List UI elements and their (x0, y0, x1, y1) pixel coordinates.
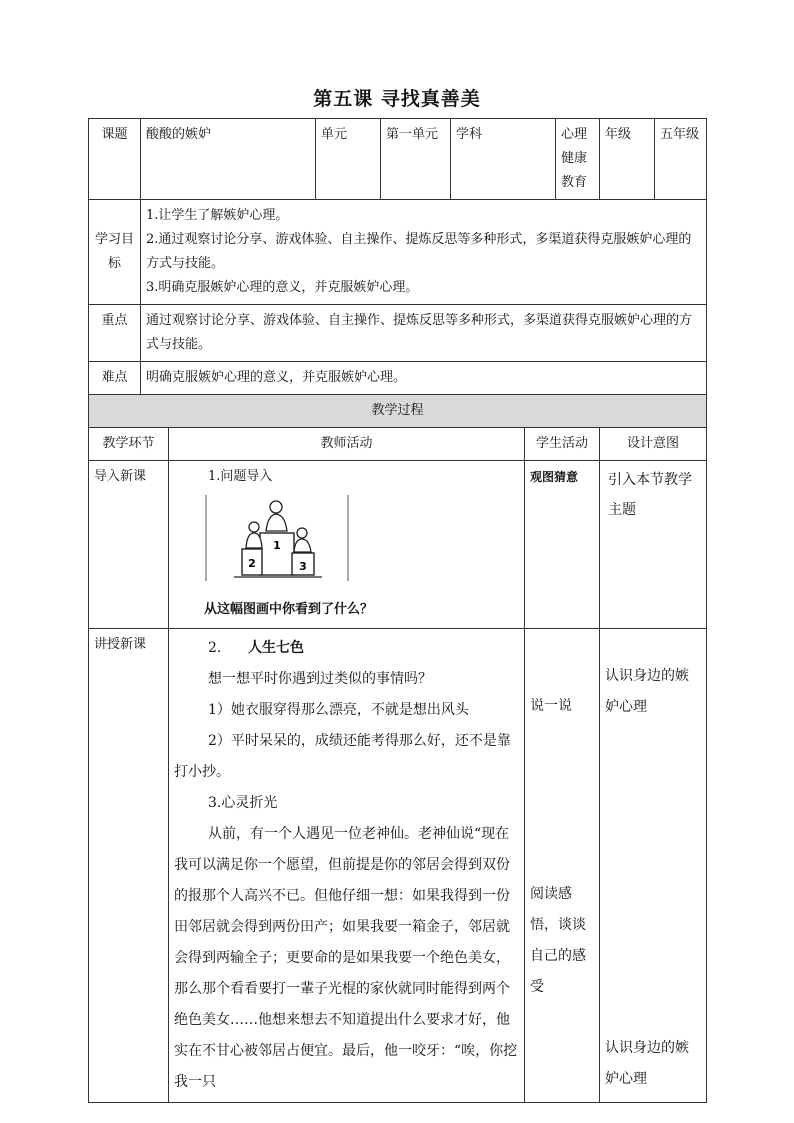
subject-label: 学科 (451, 119, 556, 200)
key-point-row (89, 305, 707, 362)
story-text: 从前，有一个人遇见一位老神仙。老神仙说“现在我可以满足你一个愿望，但前提是你的邻居会得到双份的报那个人高兴不已。但他仔细一想：如果我得到一份田邻居就会得到两份田产；如果我要一箱金子，邻居就会得到两输全子；更要命的是如果我要一个绝色美女，那么那个看看要打一輩子光棍的家伙就同时能得到两个绝色美女……他想来想去不知道提出什么要求才好，他实在不甘心被邻居占便宜。最后，他一咬牙：“唉，你挖我一只 (174, 826, 518, 1090)
intro-heading: 1.问题导入 (208, 469, 273, 484)
podium-image (174, 493, 519, 594)
goals-row (89, 200, 707, 305)
goals-content (141, 200, 707, 305)
difficulty-row (89, 362, 707, 395)
example-1: 1）她衣服穿得那么漂亮，不就是想出风头 (208, 702, 469, 718)
new-lesson-row (89, 629, 707, 1103)
student-activity-2: 阅读感悟，谈谈自己的感受 (530, 886, 587, 995)
unit-label: 单元 (316, 119, 381, 200)
col-stage: 教学环节 (89, 428, 169, 461)
lesson-table (88, 118, 707, 1103)
new-stage: 讲授新课 (89, 629, 169, 1103)
podium-number: 2 (248, 557, 256, 570)
example-2: 2）平时呆呆的，成绩还能考得那么好，还不是靠打小抄。 (174, 733, 511, 780)
difficulty-text: 明确克服嫉妒心理的意义，并克服嫉妒心理。 (141, 362, 707, 395)
grade-label: 年级 (600, 119, 655, 200)
col-teacher: 教师活动 (169, 428, 525, 461)
key-point-text: 通过观察讨论分享、游戏体验、自主操作、提炼反思等多种形式，多渠道获得克服嫉妒心理的方式与技能。 (141, 305, 707, 362)
intro-intent: 引入本节教学主题 (600, 461, 707, 629)
unit-value: 第一单元 (381, 119, 451, 200)
difficulty-label: 难点 (89, 362, 141, 395)
goal-item: 2.通过观察讨论分享、游戏体验、自主操作、提炼反思等多种形式，多渠道获得克服嫉妒心理的方式与技能。 (146, 232, 692, 271)
new-intent (600, 629, 707, 1103)
page-title: 第五课 寻找真善美 (313, 88, 481, 110)
intent-2: 认识身边的嫉妒心理 (605, 1040, 690, 1087)
key-point-label: 重点 (89, 305, 141, 362)
section-3-heading: 3.心灵折光 (208, 795, 278, 811)
section-2-number: 2. (208, 640, 222, 656)
new-teacher (169, 629, 525, 1103)
col-student: 学生活动 (525, 428, 600, 461)
goal-item: 3.明确克服嫉妒心理的意义，并克服嫉妒心理。 (146, 280, 419, 295)
podium-number: 3 (299, 560, 307, 573)
intent-1: 认识身边的嫉妒心理 (605, 668, 690, 715)
intro-question: 从这幅图画中你看到了什么？ (204, 602, 374, 617)
new-student (525, 629, 600, 1103)
intro-stage: 导入新课 (89, 461, 169, 629)
podium-illustration-icon (204, 493, 354, 585)
goal-item: 1.让学生了解嫉妒心理。 (146, 208, 289, 223)
section-2-title: 人生七色 (248, 640, 305, 656)
subject-value: 心理健康教育 (556, 119, 600, 200)
student-activity-1: 说一说 (530, 698, 573, 714)
goals-label: 学习目标 (89, 200, 141, 305)
col-intent: 设计意图 (600, 428, 707, 461)
section-2-question: 想一想平时你遇到过类似的事情吗？ (208, 671, 432, 687)
intro-student: 观图猜意 (525, 461, 600, 629)
grade-value: 五年级 (655, 119, 707, 200)
podium-number: 1 (273, 539, 281, 552)
info-row (89, 119, 707, 200)
intro-teacher (169, 461, 525, 629)
topic-label: 课题 (89, 119, 141, 200)
section-2-heading (174, 633, 519, 664)
process-header-row (89, 395, 707, 428)
column-header-row (89, 428, 707, 461)
topic-value: 酸酸的嫉妒 (141, 119, 316, 200)
intro-row (89, 461, 707, 629)
process-header: 教学过程 (89, 395, 707, 428)
